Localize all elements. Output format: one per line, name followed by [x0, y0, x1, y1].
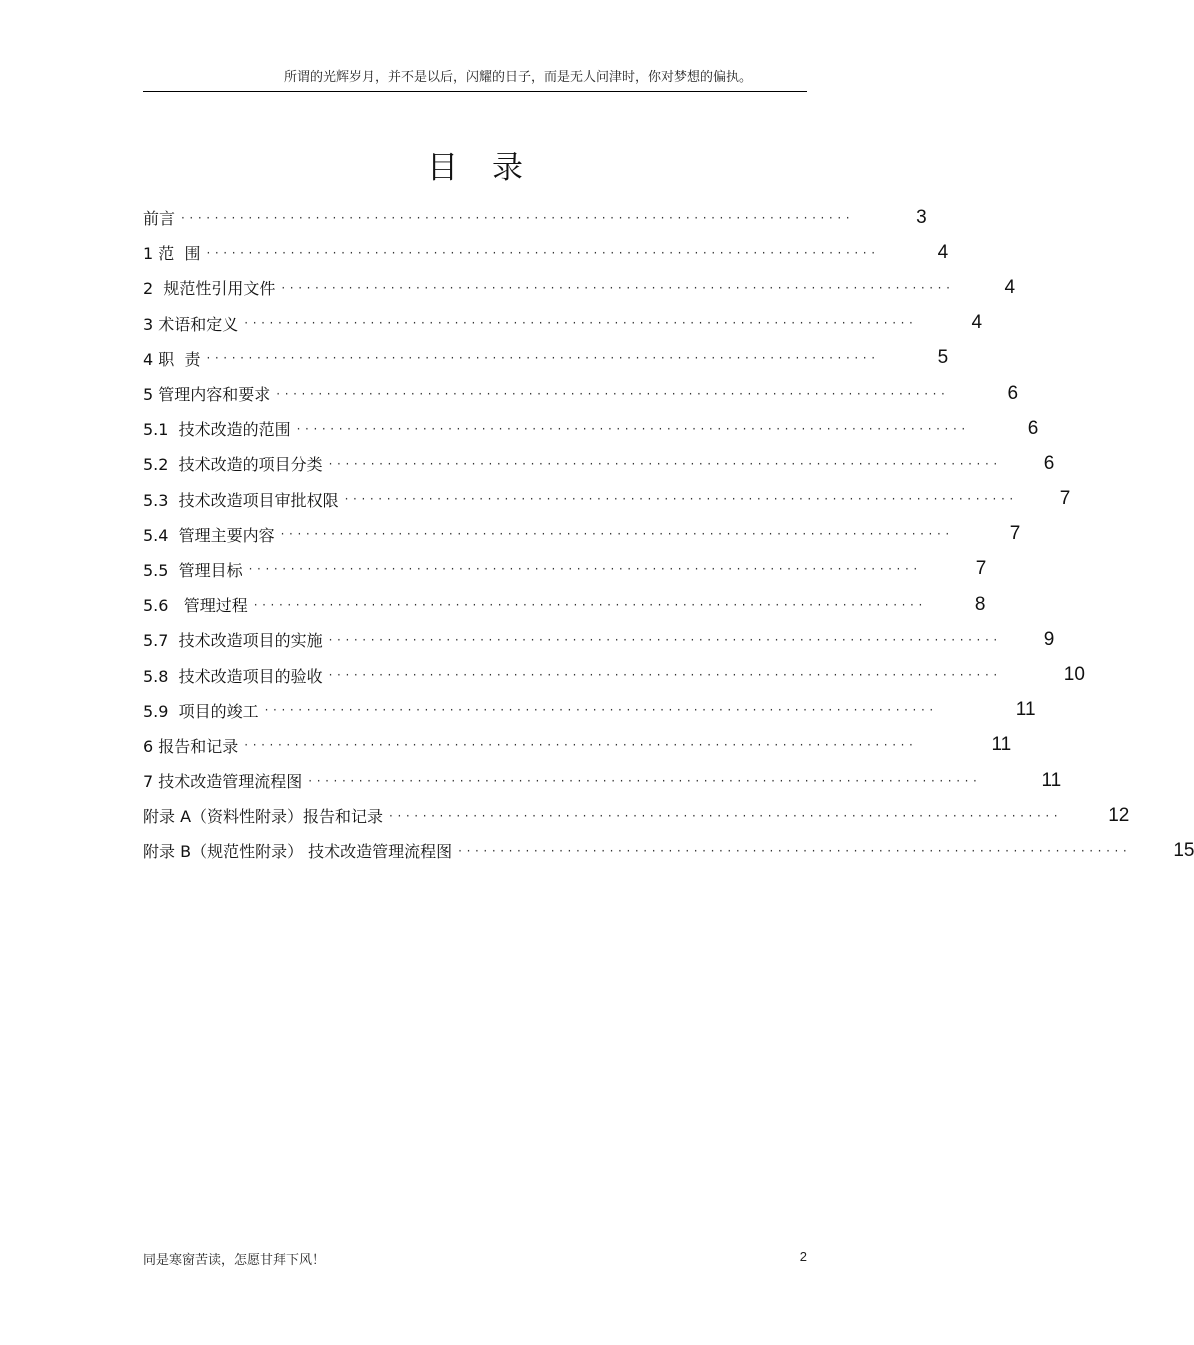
toc-leader-dots: ················································································ — [181, 210, 855, 225]
toc-entry-label: 7 技术改造管理流程图 — [143, 772, 303, 792]
toc-entry[interactable] — [143, 446, 1055, 481]
toc-title: 目录 — [427, 150, 557, 186]
toc-entry-page: 7 — [975, 558, 987, 580]
toc-entry-page: 11 — [1015, 699, 1036, 721]
toc-entry[interactable] — [143, 200, 927, 235]
toc-entry[interactable] — [143, 306, 983, 341]
toc-leader-dots: ················································································ — [328, 456, 1002, 471]
toc-leader-dots: ················································································ — [281, 280, 955, 295]
toc-entry-page: 11 — [991, 734, 1012, 756]
toc-leader-dots: ················································································ — [248, 562, 922, 577]
toc-entry-page: 8 — [974, 593, 986, 615]
toc-entry-label: 6 报告和记录 — [143, 736, 239, 756]
toc-leader-dots: ················································································ — [206, 245, 880, 260]
toc-entry-page: 7 — [1009, 523, 1021, 545]
toc-entry-label: 4 职 责 — [143, 349, 201, 369]
toc-entry-page: 15 — [1173, 839, 1194, 861]
header-rule — [143, 91, 807, 92]
toc-entry-label: 2 规范性引用文件 — [143, 279, 276, 299]
toc-entry[interactable] — [143, 657, 1085, 692]
toc-entry[interactable] — [143, 728, 1012, 763]
toc-entry[interactable] — [143, 622, 1055, 657]
toc-entry-label: 5.7 技术改造项目的实施 — [143, 631, 323, 651]
toc-entry[interactable] — [143, 587, 986, 622]
toc-entry[interactable] — [143, 270, 1016, 305]
toc-entry-label: 5.9 项目的竣工 — [143, 701, 259, 721]
toc-entry[interactable] — [143, 693, 1036, 728]
toc-leader-dots: ················································································ — [328, 632, 1002, 647]
toc-entry-page: 5 — [937, 347, 949, 369]
toc-entry[interactable] — [143, 411, 1039, 446]
toc-entry-page: 4 — [1004, 276, 1016, 298]
toc-leader-dots: ················································································ — [280, 527, 954, 542]
toc-entry-page: 6 — [1027, 417, 1039, 439]
toc-leader-dots: ················································································ — [344, 492, 1018, 507]
toc-entry-page: 6 — [1043, 452, 1055, 474]
toc-entry-label: 5.3 技术改造项目审批权限 — [143, 490, 339, 510]
footer-text: 同是寒窗苦读，怎愿甘拜下风！ — [143, 1253, 326, 1268]
toc-entry-label: 附录 A（资料性附录）报告和记录 — [143, 807, 384, 827]
toc-entry-page: 3 — [916, 206, 927, 228]
toc-entry-page: 7 — [1059, 488, 1071, 510]
toc-entry-label: 5.6 管理过程 — [143, 596, 248, 616]
toc-entry-label: 5.4 管理主要内容 — [143, 525, 275, 545]
toc-entry-page: 9 — [1043, 628, 1055, 650]
toc-leader-dots: ················································································ — [458, 843, 1132, 858]
toc-entry[interactable] — [143, 763, 1062, 798]
toc-entry[interactable] — [143, 482, 1071, 517]
toc-entry[interactable] — [143, 341, 949, 376]
running-header: 所谓的光辉岁月，并不是以后，闪耀的日子，而是无人问津时，你对梦想的偏执。 — [283, 70, 752, 85]
toc-entry-label: 5.2 技术改造的项目分类 — [143, 455, 323, 475]
toc-leader-dots: ················································································ — [276, 386, 950, 401]
toc-entry-label: 5.8 技术改造项目的验收 — [143, 666, 323, 686]
toc-entry-label: 前言 — [143, 209, 176, 229]
toc-entry[interactable] — [143, 376, 1019, 411]
toc-entry-label: 1 范 围 — [143, 244, 201, 264]
toc-entry-label: 5.1 技术改造的范围 — [143, 420, 291, 440]
toc-entry[interactable] — [143, 235, 949, 270]
toc-entry-page: 11 — [1041, 769, 1062, 791]
toc-leader-dots: ················································································ — [264, 703, 938, 718]
toc-entry[interactable] — [143, 552, 987, 587]
toc-entry-label: 5 管理内容和要求 — [143, 385, 271, 405]
toc-entry[interactable] — [143, 798, 1130, 833]
toc-entry-page: 4 — [937, 241, 949, 263]
table-of-contents — [143, 200, 1194, 869]
toc-leader-dots: ················································································ — [206, 351, 880, 366]
toc-leader-dots: ················································································ — [253, 597, 927, 612]
toc-leader-dots: ················································································ — [244, 316, 918, 331]
toc-entry[interactable] — [143, 517, 1021, 552]
toc-leader-dots: ················································································ — [328, 668, 1002, 683]
toc-leader-dots: ················································································ — [389, 808, 1063, 823]
toc-entry-page: 10 — [1063, 664, 1085, 686]
toc-entry-label: 3 术语和定义 — [143, 314, 239, 334]
page-number: 2 — [799, 1249, 807, 1264]
toc-entry-page: 12 — [1108, 804, 1130, 826]
toc-leader-dots: ················································································ — [308, 773, 982, 788]
toc-entry-label: 附录 B（规范性附录） 技术改造管理流程图 — [143, 842, 453, 862]
toc-entry-label: 5.5 管理目标 — [143, 560, 243, 580]
toc-leader-dots: ················································································ — [296, 421, 970, 436]
toc-entry-page: 6 — [1007, 382, 1019, 404]
toc-leader-dots: ················································································ — [244, 738, 918, 753]
toc-entry[interactable] — [143, 833, 1194, 868]
toc-entry-page: 4 — [971, 312, 983, 334]
